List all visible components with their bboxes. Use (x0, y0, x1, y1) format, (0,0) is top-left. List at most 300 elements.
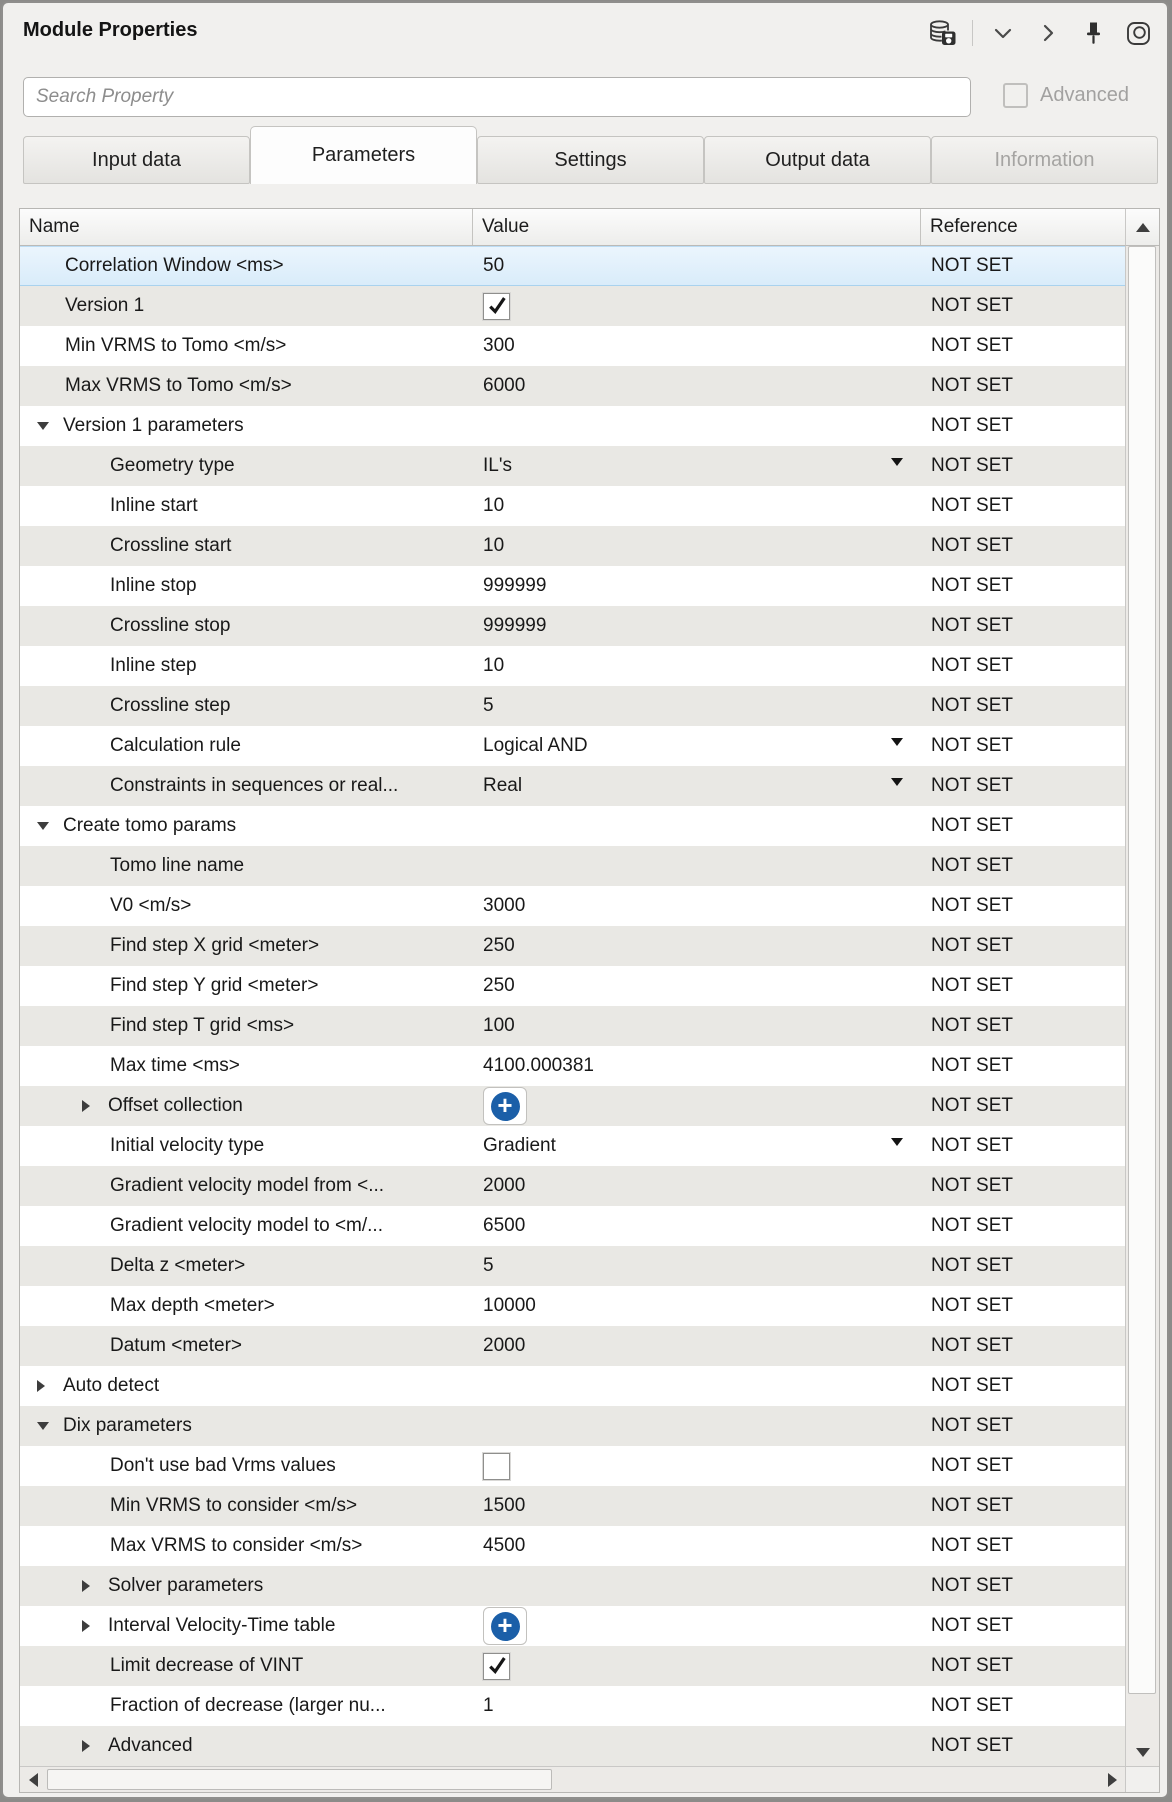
param-name-label: Max VRMS to consider <m/s> (110, 1535, 363, 1556)
param-value-cell[interactable] (473, 766, 921, 806)
reference-text: NOT SET (931, 1295, 1013, 1316)
database-save-icon[interactable] (927, 18, 957, 48)
param-value-text: 250 (483, 935, 515, 956)
tab-output-data[interactable]: Output data (704, 136, 931, 184)
table-row[interactable] (20, 1326, 1125, 1366)
table-row[interactable] (20, 526, 1125, 566)
table-row[interactable] (20, 1366, 1125, 1406)
table-row[interactable] (20, 1526, 1125, 1566)
horizontal-scrollbar[interactable] (20, 1766, 1125, 1792)
tab-input-data[interactable]: Input data (23, 136, 250, 184)
param-value-cell[interactable] (473, 1726, 921, 1766)
param-value-cell[interactable] (473, 1086, 921, 1126)
table-row[interactable] (20, 1446, 1125, 1486)
param-value-text: Logical AND (483, 735, 588, 756)
param-value-text: 999999 (483, 615, 547, 636)
expand-arrow-icon[interactable] (82, 1740, 108, 1752)
reference-text: NOT SET (931, 1495, 1013, 1516)
param-name-cell (20, 247, 473, 285)
reference-text: NOT SET (931, 1735, 1013, 1756)
param-name-cell (20, 846, 473, 886)
param-name-cell (20, 1046, 473, 1086)
param-name-cell (20, 1606, 473, 1646)
param-name-label: Calculation rule (110, 735, 241, 756)
reference-cell (921, 1606, 1125, 1646)
reference-cell (921, 1446, 1125, 1486)
table-row[interactable] (20, 486, 1125, 526)
module-properties-panel (1, 1, 1169, 1799)
reference-cell (921, 1646, 1125, 1686)
param-name-cell (20, 566, 473, 606)
chevron-down-icon[interactable] (988, 18, 1018, 48)
table-row[interactable] (20, 646, 1125, 686)
reference-cell (921, 1046, 1125, 1086)
reference-text: NOT SET (931, 495, 1013, 516)
param-name-cell (20, 1126, 473, 1166)
param-name-label: Crossline step (110, 695, 231, 716)
param-value-cell[interactable] (473, 446, 921, 486)
param-name-label: Find step Y grid <meter> (110, 975, 319, 996)
reference-text: NOT SET (931, 575, 1013, 596)
table-row[interactable] (20, 566, 1125, 606)
param-value-cell[interactable] (473, 1606, 921, 1646)
param-name-label: Find step X grid <meter> (110, 935, 320, 956)
reference-text: NOT SET (931, 1135, 1013, 1156)
table-row[interactable] (20, 1406, 1125, 1446)
expand-arrow-icon[interactable] (82, 1580, 108, 1592)
param-name-cell (20, 926, 473, 966)
param-value-cell[interactable] (473, 1326, 921, 1366)
table-row[interactable] (20, 1686, 1125, 1726)
scroll-down-button[interactable] (1126, 1738, 1159, 1766)
reference-text: NOT SET (931, 855, 1013, 876)
param-value-cell[interactable] (473, 686, 921, 726)
scroll-left-arrow-icon (29, 1773, 38, 1787)
param-name-cell (20, 1006, 473, 1046)
scroll-right-button[interactable] (1099, 1767, 1125, 1792)
param-name-label: Tomo line name (110, 855, 245, 876)
param-name-cell (20, 326, 473, 366)
reference-text: NOT SET (931, 815, 1013, 836)
param-value-cell[interactable] (473, 1286, 921, 1326)
table-row[interactable] (20, 366, 1125, 406)
param-name-label: Limit decrease of VINT (110, 1655, 304, 1676)
param-name-cell (20, 966, 473, 1006)
param-value-cell[interactable] (473, 806, 921, 846)
reference-cell (921, 926, 1125, 966)
param-name-label: Auto detect (63, 1375, 160, 1396)
plus-icon: + (491, 1612, 520, 1641)
reference-text: NOT SET (931, 1095, 1013, 1116)
table-row[interactable] (20, 1206, 1125, 1246)
param-value-cell[interactable] (473, 1246, 921, 1286)
reference-text: NOT SET (931, 615, 1013, 636)
param-value-text: Gradient (483, 1135, 556, 1156)
param-name-label: Dix parameters (63, 1415, 192, 1436)
reference-cell (921, 606, 1125, 646)
param-name-label: Version 1 (65, 295, 145, 316)
param-value-cell[interactable] (473, 1526, 921, 1566)
param-name-cell (20, 286, 473, 326)
reference-cell (921, 326, 1125, 366)
reference-text: NOT SET (931, 455, 1013, 476)
table-row[interactable] (20, 1726, 1125, 1766)
reference-text: NOT SET (931, 735, 1013, 756)
reference-text: NOT SET (931, 255, 1013, 276)
dropdown-arrow-icon[interactable] (891, 778, 903, 786)
table-row[interactable] (20, 846, 1125, 886)
reference-cell (921, 726, 1125, 766)
reference-text: NOT SET (931, 1055, 1013, 1076)
param-name-cell (20, 726, 473, 766)
reference-cell (921, 1526, 1125, 1566)
reference-cell (921, 1166, 1125, 1206)
reference-text: NOT SET (931, 1175, 1013, 1196)
param-name-cell (20, 1646, 473, 1686)
param-name-label: Crossline stop (110, 615, 231, 636)
table-row[interactable] (20, 1166, 1125, 1206)
add-button[interactable] (483, 1087, 527, 1125)
table-row[interactable] (20, 1606, 1125, 1646)
reference-text: NOT SET (931, 1695, 1013, 1716)
reference-cell (921, 806, 1125, 846)
param-value-text: 1 (483, 1695, 494, 1716)
param-value-cell[interactable] (473, 1446, 921, 1486)
param-value-cell[interactable] (473, 1166, 921, 1206)
collapse-arrow-icon[interactable] (37, 1422, 63, 1430)
titlebar-separator (972, 20, 973, 46)
param-value-text: IL's (483, 455, 512, 476)
parameters-table (19, 208, 1160, 1793)
param-name-cell (20, 1406, 473, 1446)
param-name-label: Max VRMS to Tomo <m/s> (65, 375, 292, 396)
param-value-text: 2000 (483, 1335, 526, 1356)
reference-text: NOT SET (931, 1015, 1013, 1036)
table-row[interactable] (20, 606, 1125, 646)
reference-text: NOT SET (931, 775, 1013, 796)
reference-text: NOT SET (931, 655, 1013, 676)
scrollbar-corner (1125, 1766, 1159, 1792)
column-header-name[interactable]: Name (20, 209, 473, 245)
param-value-text: 5 (483, 695, 494, 716)
param-name-cell (20, 646, 473, 686)
param-value-text: 50 (483, 255, 505, 276)
chevron-right-icon[interactable] (1033, 18, 1063, 48)
plus-icon: + (491, 1092, 520, 1121)
advanced-checkbox[interactable] (1003, 83, 1028, 108)
param-name-label: Correlation Window <ms> (65, 255, 284, 276)
param-name-label: Fraction of decrease (larger nu... (110, 1695, 386, 1716)
param-name-label: Create tomo params (63, 815, 237, 836)
param-name-label: Max time <ms> (110, 1055, 240, 1076)
scroll-right-arrow-icon (1108, 1773, 1117, 1787)
param-name-cell (20, 806, 473, 846)
reference-text: NOT SET (931, 695, 1013, 716)
param-value-cell[interactable] (473, 247, 921, 285)
reference-cell (921, 1206, 1125, 1246)
reference-cell (921, 766, 1125, 806)
param-name-cell (20, 1206, 473, 1246)
float-window-icon[interactable] (1123, 18, 1153, 48)
reference-cell (921, 686, 1125, 726)
param-value-text: 4500 (483, 1535, 526, 1556)
param-name-label: Interval Velocity-Time table (108, 1615, 336, 1636)
param-name-cell (20, 526, 473, 566)
reference-cell (921, 1126, 1125, 1166)
param-value-cell[interactable] (473, 606, 921, 646)
param-name-label: Gradient velocity model to <m/... (110, 1215, 383, 1236)
table-row[interactable] (20, 246, 1125, 286)
scroll-up-button[interactable] (1125, 209, 1159, 246)
param-value-text: Real (483, 775, 523, 796)
param-value-text: 6500 (483, 1215, 526, 1236)
param-name-cell (20, 1326, 473, 1366)
reference-cell (921, 566, 1125, 606)
reference-cell (921, 406, 1125, 446)
param-name-cell (20, 686, 473, 726)
table-row[interactable] (20, 1126, 1125, 1166)
reference-cell (921, 1686, 1125, 1726)
reference-cell (921, 646, 1125, 686)
param-name-label: Inline stop (110, 575, 197, 596)
param-value-text: 100 (483, 1015, 515, 1036)
table-row[interactable] (20, 726, 1125, 766)
reference-cell (921, 1486, 1125, 1526)
param-name-label: Delta z <meter> (110, 1255, 246, 1276)
dropdown-arrow-icon[interactable] (891, 1138, 903, 1146)
reference-cell (921, 966, 1125, 1006)
reference-cell (921, 486, 1125, 526)
table-row[interactable] (20, 966, 1125, 1006)
param-name-label: Find step T grid <ms> (110, 1015, 295, 1036)
reference-cell (921, 526, 1125, 566)
param-value-cell[interactable] (473, 726, 921, 766)
param-name-label: Min VRMS to consider <m/s> (110, 1495, 358, 1516)
table-row[interactable] (20, 926, 1125, 966)
reference-text: NOT SET (931, 375, 1013, 396)
param-value-text: 10000 (483, 1295, 536, 1316)
param-value-cell[interactable] (473, 366, 921, 406)
param-value-text: 5 (483, 1255, 494, 1276)
param-name-label: Version 1 parameters (63, 415, 244, 436)
reference-text: NOT SET (931, 1575, 1013, 1596)
param-value-text: 300 (483, 335, 515, 356)
search-input[interactable] (23, 77, 971, 117)
dropdown-arrow-icon[interactable] (891, 738, 903, 746)
param-value-cell[interactable] (473, 1006, 921, 1046)
column-header-value[interactable]: Value (473, 209, 921, 245)
param-name-label: Initial velocity type (110, 1135, 265, 1156)
param-name-cell (20, 1286, 473, 1326)
expand-arrow-icon[interactable] (37, 1380, 63, 1392)
checkbox[interactable] (483, 1653, 510, 1680)
param-name-cell (20, 1566, 473, 1606)
param-name-label: Max depth <meter> (110, 1295, 275, 1316)
param-name-label: V0 <m/s> (110, 895, 192, 916)
param-value-text: 6000 (483, 375, 526, 396)
reference-cell (921, 1726, 1125, 1766)
param-value-cell[interactable] (473, 846, 921, 886)
param-name-cell (20, 1166, 473, 1206)
reference-text: NOT SET (931, 1255, 1013, 1276)
param-value-cell[interactable] (473, 1686, 921, 1726)
param-value-cell[interactable] (473, 486, 921, 526)
table-row[interactable] (20, 686, 1125, 726)
table-body (20, 246, 1125, 1766)
advanced-label: Advanced (1040, 84, 1129, 106)
reference-cell (921, 1286, 1125, 1326)
table-row[interactable] (20, 806, 1125, 846)
reference-cell (921, 886, 1125, 926)
reference-text: NOT SET (931, 1335, 1013, 1356)
param-value-cell[interactable] (473, 926, 921, 966)
param-value-cell[interactable] (473, 1406, 921, 1446)
param-name-cell (20, 1686, 473, 1726)
param-value-cell[interactable] (473, 1566, 921, 1606)
param-value-cell[interactable] (473, 566, 921, 606)
param-value-cell[interactable] (473, 1366, 921, 1406)
reference-cell (921, 446, 1125, 486)
table-row[interactable] (20, 446, 1125, 486)
param-value-text: 999999 (483, 575, 547, 596)
reference-text: NOT SET (931, 335, 1013, 356)
param-value-cell[interactable] (473, 1486, 921, 1526)
param-value-cell[interactable] (473, 1046, 921, 1086)
param-value-text: 4100.000381 (483, 1055, 594, 1076)
table-row[interactable] (20, 1046, 1125, 1086)
param-value-cell[interactable] (473, 1646, 921, 1686)
reference-text: NOT SET (931, 1375, 1013, 1396)
param-value-text: 2000 (483, 1175, 526, 1196)
add-button[interactable] (483, 1607, 527, 1645)
param-name-label: Gradient velocity model from <... (110, 1175, 385, 1196)
param-name-cell (20, 366, 473, 406)
param-name-cell (20, 406, 473, 446)
param-name-cell (20, 1446, 473, 1486)
param-name-cell (20, 1526, 473, 1566)
param-name-cell (20, 1246, 473, 1286)
expand-arrow-icon[interactable] (82, 1100, 108, 1112)
param-name-label: Datum <meter> (110, 1335, 242, 1356)
param-name-cell (20, 1086, 473, 1126)
tab-bar (23, 126, 1158, 184)
reference-cell (921, 1326, 1125, 1366)
param-value-cell[interactable] (473, 526, 921, 566)
table-row[interactable] (20, 1006, 1125, 1046)
dropdown-arrow-icon[interactable] (891, 458, 903, 466)
param-name-cell (20, 606, 473, 646)
tab-settings[interactable]: Settings (477, 136, 704, 184)
pin-icon[interactable] (1078, 18, 1108, 48)
reference-text: NOT SET (931, 1535, 1013, 1556)
param-value-cell[interactable] (473, 966, 921, 1006)
param-name-cell (20, 1486, 473, 1526)
param-name-label: Inline step (110, 655, 197, 676)
table-row[interactable] (20, 886, 1125, 926)
reference-cell (921, 366, 1125, 406)
table-row[interactable] (20, 1246, 1125, 1286)
collapse-arrow-icon[interactable] (37, 422, 63, 430)
param-value-text: 3000 (483, 895, 526, 916)
param-name-label: Advanced (108, 1735, 193, 1756)
reference-cell (921, 1366, 1125, 1406)
param-value-text: 1500 (483, 1495, 526, 1516)
table-row[interactable] (20, 1566, 1125, 1606)
param-name-cell (20, 1726, 473, 1766)
param-name-label: Min VRMS to Tomo <m/s> (65, 335, 287, 356)
scroll-down-arrow-icon (1136, 1748, 1150, 1757)
reference-cell (921, 1086, 1125, 1126)
advanced-option (1003, 83, 1129, 108)
collapse-arrow-icon[interactable] (37, 822, 63, 830)
checkbox[interactable] (483, 1453, 510, 1480)
param-name-label: Don't use bad Vrms values (110, 1455, 336, 1476)
param-value-cell[interactable] (473, 326, 921, 366)
reference-text: NOT SET (931, 535, 1013, 556)
param-value-text: 250 (483, 975, 515, 996)
param-value-cell[interactable] (473, 406, 921, 446)
tab-information[interactable]: Information (931, 136, 1158, 184)
param-name-cell (20, 1366, 473, 1406)
checkbox[interactable] (483, 293, 510, 320)
column-header-reference[interactable]: Reference (930, 216, 1018, 237)
table-row[interactable] (20, 286, 1125, 326)
table-row[interactable] (20, 1486, 1125, 1526)
panel-title: Module Properties (23, 19, 198, 41)
reference-text: NOT SET (931, 1455, 1013, 1476)
tab-parameters[interactable]: Parameters (250, 126, 477, 184)
param-value-cell[interactable] (473, 286, 921, 326)
param-value-text: 10 (483, 655, 505, 676)
table-row[interactable] (20, 326, 1125, 366)
param-value-text: 10 (483, 495, 505, 516)
table-row[interactable] (20, 1286, 1125, 1326)
titlebar-icon-row (927, 17, 1153, 49)
reference-cell (921, 1246, 1125, 1286)
param-name-cell (20, 766, 473, 806)
param-name-cell (20, 446, 473, 486)
reference-text: NOT SET (931, 1615, 1013, 1636)
reference-text: NOT SET (931, 895, 1013, 916)
reference-text: NOT SET (931, 1415, 1013, 1436)
reference-text: NOT SET (931, 415, 1013, 436)
param-name-cell (20, 486, 473, 526)
vertical-scrollbar-thumb[interactable] (1128, 246, 1156, 1694)
scroll-left-button[interactable] (20, 1767, 46, 1792)
table-row[interactable] (20, 406, 1125, 446)
param-name-label: Solver parameters (108, 1575, 264, 1596)
param-value-cell[interactable] (473, 886, 921, 926)
reference-cell (921, 1566, 1125, 1606)
reference-cell (921, 286, 1125, 326)
horizontal-scrollbar-thumb[interactable] (47, 1769, 552, 1790)
param-name-label: Constraints in sequences or real... (110, 775, 399, 796)
expand-arrow-icon[interactable] (82, 1620, 108, 1632)
table-row[interactable] (20, 1086, 1125, 1126)
param-value-cell[interactable] (473, 1126, 921, 1166)
param-name-label: Geometry type (110, 455, 235, 476)
vertical-scrollbar[interactable] (1125, 246, 1159, 1766)
param-name-cell (20, 886, 473, 926)
table-header (20, 209, 1125, 246)
table-row[interactable] (20, 766, 1125, 806)
param-value-cell[interactable] (473, 1206, 921, 1246)
param-name-label: Crossline start (110, 535, 232, 556)
table-row[interactable] (20, 1646, 1125, 1686)
param-name-label: Offset collection (108, 1095, 243, 1116)
param-value-cell[interactable] (473, 646, 921, 686)
reference-cell (921, 846, 1125, 886)
